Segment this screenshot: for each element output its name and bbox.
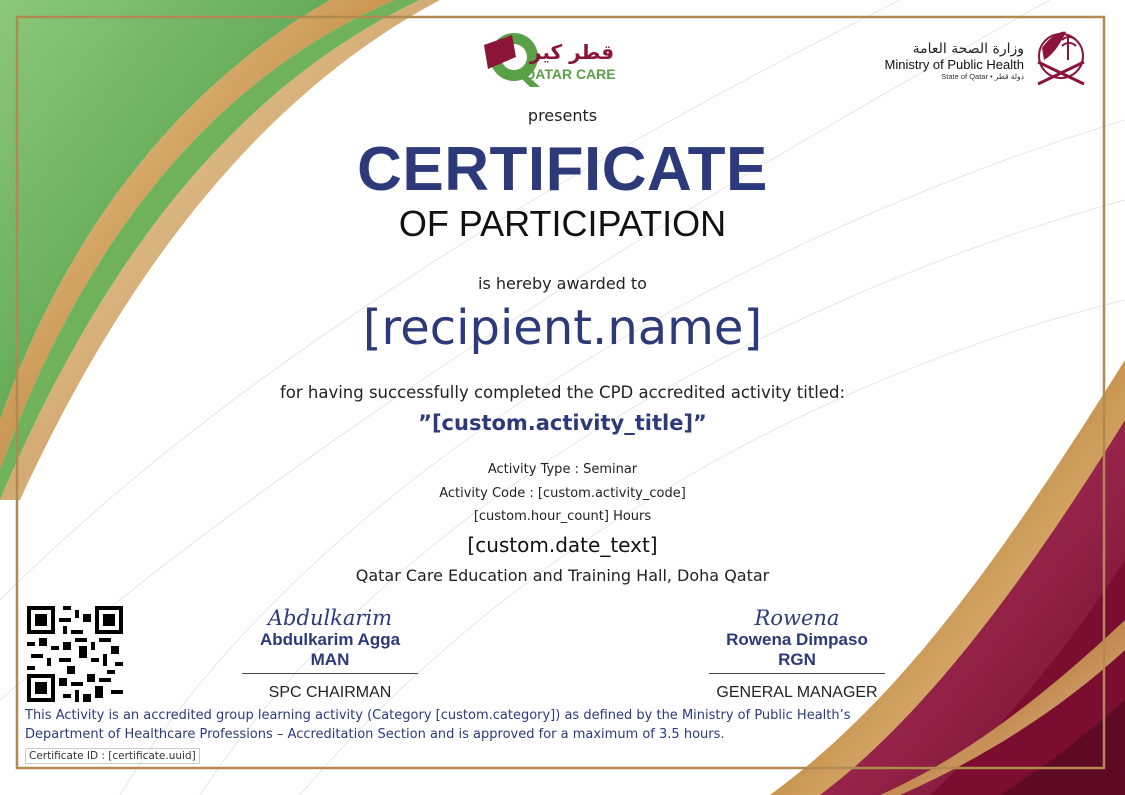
- certificate-title: CERTIFICATE: [357, 135, 768, 204]
- accreditation-statement: This Activity is an accredited group learning activity (Category [custom.category]) as defined by the Ministry of Public Health’s Department of Healthcare Professions – Accreditation Section and is approved for a maximum of 3.5 hours.: [25, 708, 851, 742]
- activity-venue: Qatar Care Education and Training Hall, Doha Qatar: [355, 566, 770, 585]
- signature-left: [230, 606, 430, 702]
- qr-code[interactable]: [27, 606, 123, 702]
- signatory-role: SPC CHAIRMAN: [268, 684, 392, 701]
- qatar-care-arabic: قطر كير: [529, 40, 615, 64]
- moph-arabic-name: وزارة الصحة العامة: [912, 41, 1024, 57]
- certificate-subtitle: OF PARTICIPATION: [398, 203, 727, 244]
- signatory-name: Abdulkarim Agga MAN: [242, 630, 418, 674]
- qatar-care-english: QATAR CARE: [524, 66, 616, 82]
- signature-script: Abdulkarim: [267, 606, 393, 630]
- signature-right: [697, 606, 897, 702]
- activity-title: ”[custom.activity_title]”: [418, 411, 707, 435]
- recipient-name: [recipient.name]: [362, 300, 763, 356]
- moph-logo: [876, 26, 1091, 94]
- activity-type: Activity Type : Seminar: [487, 462, 638, 477]
- presents-label: presents: [527, 106, 598, 125]
- moph-state-label: State of Qatar • دولة قطر: [941, 72, 1024, 81]
- qatar-emblem-icon: [1032, 26, 1090, 94]
- qatar-care-logo: [482, 27, 642, 91]
- signature-script: Rowena: [754, 606, 840, 630]
- moph-english-name: Ministry of Public Health: [884, 57, 1024, 72]
- activity-hours: [custom.hour_count] Hours: [473, 509, 652, 524]
- completion-statement: for having successfully completed the CPD accredited activity titled:: [279, 383, 846, 402]
- signatory-role: GENERAL MANAGER: [716, 684, 878, 701]
- certificate-id: Certificate ID : [certificate.uuid]: [25, 748, 200, 764]
- activity-date: [custom.date_text]: [467, 533, 658, 557]
- activity-code: Activity Code : [custom.activity_code]: [439, 486, 686, 501]
- signatory-name: Rowena Dimpaso RGN: [709, 630, 885, 674]
- awarded-label: is hereby awarded to: [478, 274, 647, 293]
